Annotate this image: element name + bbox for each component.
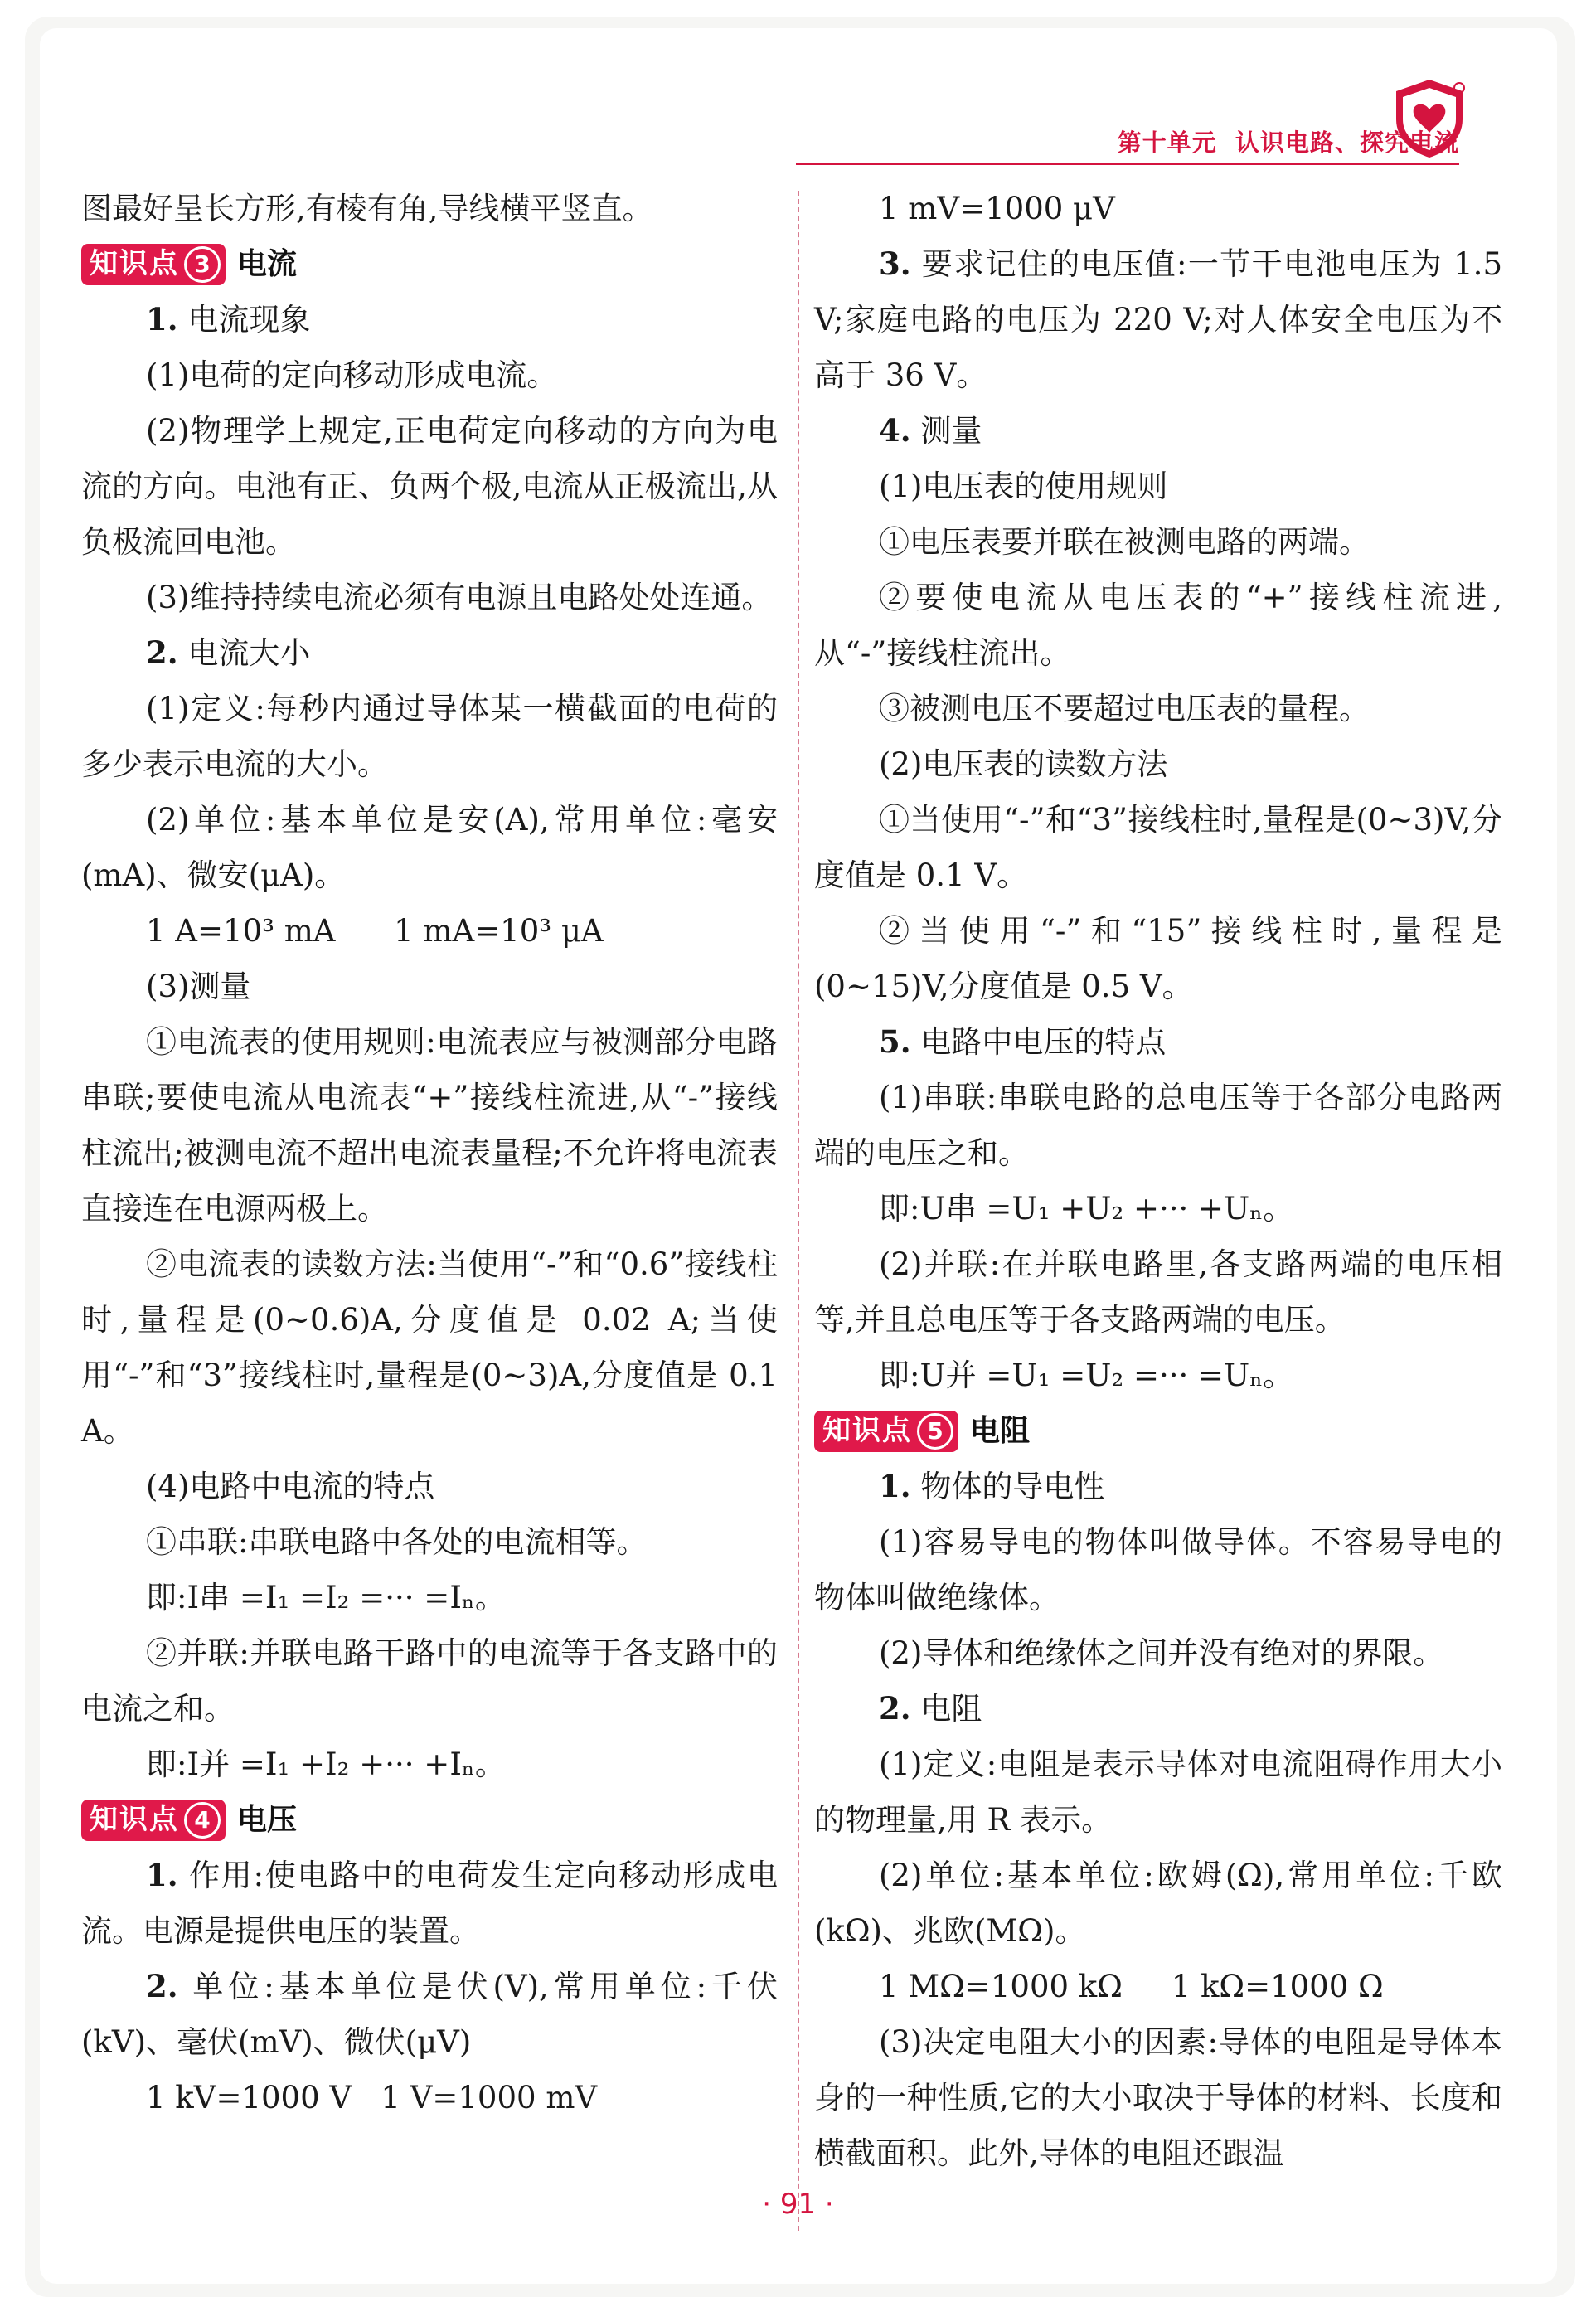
formula-line: 即:U串 =U₁ +U₂ +··· +Uₙ。 xyxy=(879,1191,1294,1227)
section-paragraph xyxy=(81,1848,778,1959)
knowledge-point-tag xyxy=(81,1800,226,1841)
body-paragraph: (2)单位:基本单位:欧姆(Ω),常用单位:千欧(kΩ)、兆欧(MΩ)。 xyxy=(814,1858,1502,1949)
body-paragraph: (2)物理学上规定,正电荷定向移动的方向为电流的方向。电池有正、负两个极,电流从正极流出,从负极流回电池。 xyxy=(81,413,778,560)
body-paragraph: ②要使电流从电压表的“+”接线柱流进,从“-”接线柱流出。 xyxy=(814,580,1502,671)
body-paragraph: (1)电荷的定向移动形成电流。 xyxy=(146,357,558,393)
knowledge-point-label: 知识点 xyxy=(90,247,179,280)
body-paragraph: (1)容易导电的物体叫做导体。不容易导电的物体叫做绝缘体。 xyxy=(814,1524,1502,1615)
knowledge-point-number: 3 xyxy=(184,246,221,283)
section-paragraph xyxy=(81,625,778,681)
section-text: 作用:使电路中的电荷发生定向移动形成电流。电源是提供电压的装置。 xyxy=(81,1858,778,1949)
formula-line: 即:I并 =I₁ +I₂ +··· +Iₙ。 xyxy=(146,1746,506,1782)
section-number: 1. xyxy=(146,1857,178,1893)
body-paragraph: ①当使用“-”和“3”接线柱时,量程是(0~3)V,分度值是 0.1 V。 xyxy=(814,802,1502,893)
continued-text: 图最好呈长方形,有棱有角,导线横平竖直。 xyxy=(81,191,653,226)
knowledge-point-heading xyxy=(81,236,778,292)
body-paragraph: ①电压表要并联在被测电路的两端。 xyxy=(879,524,1370,560)
body-paragraph: ③被测电压不要超过电压表的量程。 xyxy=(879,691,1370,726)
section-paragraph xyxy=(81,292,778,347)
body-paragraph: (4)电路中电流的特点 xyxy=(146,1469,435,1504)
formula-line: 1 A=10³ mA 1 mA=10³ μA xyxy=(146,913,604,949)
knowledge-point-tag xyxy=(814,1411,958,1452)
section-text: 电流大小 xyxy=(177,635,311,671)
formula-line: 即:U并 =U₁ =U₂ =··· =Uₙ。 xyxy=(879,1358,1294,1393)
knowledge-point-number: 5 xyxy=(917,1413,953,1450)
knowledge-point-number: 4 xyxy=(184,1802,221,1839)
body-paragraph: (2)导体和绝缘体之间并没有绝对的界限。 xyxy=(879,1635,1444,1671)
section-text: 测量 xyxy=(910,413,982,449)
knowledge-point-label: 知识点 xyxy=(822,1414,912,1447)
section-text: 单位:基本单位是伏(V),常用单位:千伏(kV)、毫伏(mV)、微伏(μV) xyxy=(81,1969,778,2060)
body-paragraph: (1)定义:电阻是表示导体对电流阻碍作用大小的物理量,用 R 表示。 xyxy=(814,1746,1502,1838)
knowledge-point-title: 电流 xyxy=(237,247,298,281)
knowledge-point-heading xyxy=(81,1792,778,1848)
section-text: 要求记住的电压值:一节干电池电压为 1.5 V;家庭电路的电压为 220 V;对人体安全电压为不高于 36 V。 xyxy=(814,246,1502,393)
body-paragraph: (2)并联:在并联电路里,各支路两端的电压相等,并且总电压等于各支路两端的电压。 xyxy=(814,1246,1502,1338)
section-number: 2. xyxy=(879,1690,911,1727)
knowledge-point-tag xyxy=(81,244,226,285)
knowledge-point-heading xyxy=(814,1403,1502,1459)
body-paragraph: (2)电压表的读数方法 xyxy=(879,746,1168,782)
section-number: 2. xyxy=(146,634,178,671)
left-column xyxy=(81,181,778,2125)
knowledge-point-label: 知识点 xyxy=(90,1803,179,1836)
body-paragraph: (1)串联:串联电路的总电压等于各部分电路两端的电压之和。 xyxy=(814,1080,1502,1171)
section-number: 1. xyxy=(146,301,178,338)
section-text: 电流现象 xyxy=(177,302,311,338)
section-number: 1. xyxy=(879,1468,911,1504)
section-paragraph xyxy=(81,1959,778,2070)
section-paragraph xyxy=(814,1459,1502,1514)
section-text: 电阻 xyxy=(910,1691,982,1727)
section-text: 物体的导电性 xyxy=(910,1469,1105,1504)
section-paragraph xyxy=(814,403,1502,459)
section-paragraph xyxy=(814,236,1502,403)
body-paragraph: (3)维持持续电流必须有电源且电路处处连通。 xyxy=(146,580,773,615)
body-paragraph: ①串联:串联电路中各处的电流相等。 xyxy=(146,1524,648,1560)
section-number: 5. xyxy=(879,1023,911,1060)
column-divider xyxy=(798,191,799,2231)
header-rule xyxy=(796,163,1459,165)
section-text: 电路中电压的特点 xyxy=(910,1024,1167,1060)
knowledge-point-title: 电压 xyxy=(237,1803,298,1837)
body-paragraph: (3)决定电阻大小的因素:导体的电阻是导体本身的一种性质,它的大小取决于导体的材料、长度和横截面积。此外,导体的电阻还跟温 xyxy=(814,2024,1502,2171)
formula-line: 1 MΩ=1000 kΩ 1 kΩ=1000 Ω xyxy=(879,1969,1384,2004)
body-paragraph: ②并联:并联电路干路中的电流等于各支路中的电流之和。 xyxy=(81,1635,778,1727)
formula-line: 1 mV=1000 μV xyxy=(879,191,1115,226)
body-paragraph: (2)单位:基本单位是安(A),常用单位:毫安(mA)、微安(μA)。 xyxy=(81,802,778,893)
unit-label: 第十单元 xyxy=(1117,129,1217,157)
chapter-title: 认识电路、探究电流 xyxy=(1235,129,1459,157)
body-paragraph: (3)测量 xyxy=(146,969,251,1004)
body-paragraph: ①电流表的使用规则:电流表应与被测部分电路串联;要使电流从电流表“+”接线柱流进,从“-”接线柱流出;被测电流不超出电流表量程;不允许将电流表直接连在电源两极上。 xyxy=(81,1024,778,1227)
body-paragraph: ②电流表的读数方法:当使用“-”和“0.6”接线柱时,量程是(0~0.6)A,分度值是 0.02 A;当使用“-”和“3”接线柱时,量程是(0~3)A,分度值是 0.1 A。 xyxy=(81,1246,778,1449)
body-paragraph: (1)定义:每秒内通过导体某一横截面的电荷的多少表示电流的大小。 xyxy=(81,691,778,782)
section-paragraph xyxy=(814,1681,1502,1737)
body-paragraph: ②当使用“-”和“15”接线柱时,量程是(0~15)V,分度值是 0.5 V。 xyxy=(814,913,1502,1004)
section-number: 2. xyxy=(146,1968,178,2004)
section-number: 4. xyxy=(879,412,911,449)
section-paragraph xyxy=(814,1014,1502,1070)
formula-line: 即:I串 =I₁ =I₂ =··· =Iₙ。 xyxy=(146,1580,506,1615)
chapter-header xyxy=(1028,124,1459,166)
right-column xyxy=(814,181,1502,2181)
section-number: 3. xyxy=(879,245,911,282)
knowledge-point-title: 电阻 xyxy=(970,1414,1031,1448)
formula-line: 1 kV=1000 V 1 V=1000 mV xyxy=(146,2080,598,2115)
page-number: · 91 · xyxy=(762,2188,834,2221)
body-paragraph: (1)电压表的使用规则 xyxy=(879,469,1168,504)
